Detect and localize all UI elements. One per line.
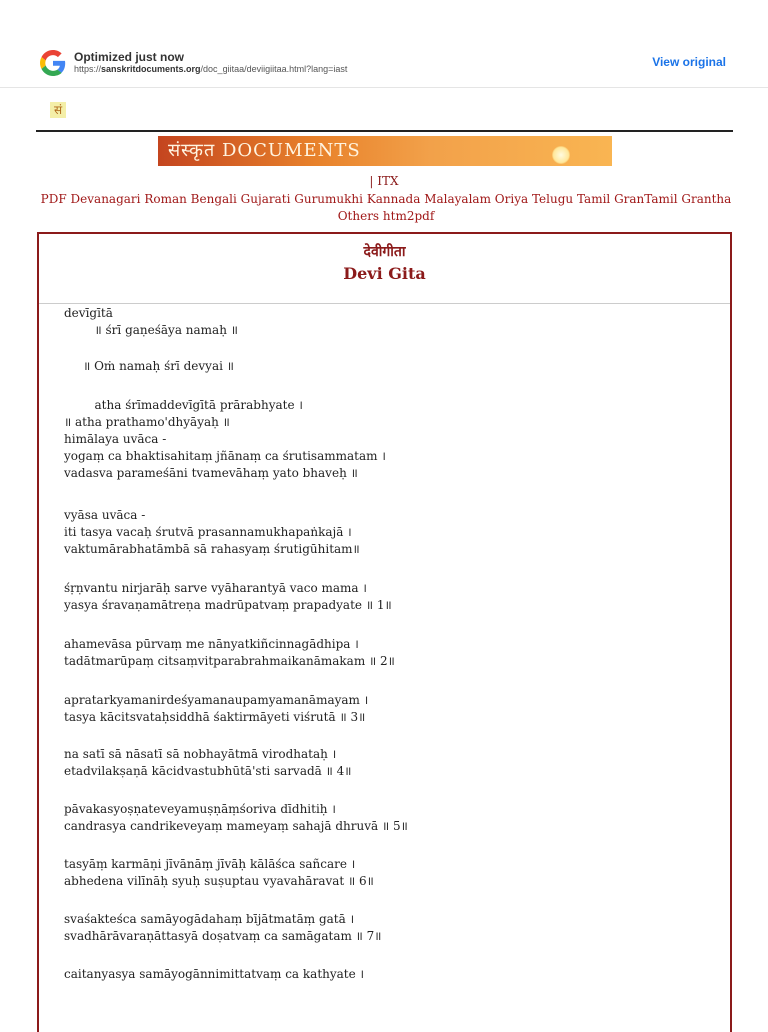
format-link-gurumukhi[interactable]: Gurumukhi	[294, 192, 363, 206]
format-link-telugu[interactable]: Telugu	[531, 192, 574, 206]
verse-block: caitanyasya samāyogānnimittatvaṃ ca kathyate ।	[64, 967, 365, 981]
format-link-oriya[interactable]: Oriya	[494, 192, 529, 206]
itx-link[interactable]: | ITX	[369, 174, 399, 188]
optimized-header-bar	[0, 0, 768, 88]
banner-text: संस्कृत DOCUMENTS	[168, 140, 361, 161]
verse-block: atha śrīmaddevīgītā prārabhyate । ॥ atha prathamo'dhyāyaḥ ॥ himālaya uvāca - yogaṃ ca bhaktisahitaṃ jñānaṃ ca śrutisammatam । vadasva parameśāni tvamevāhaṃ yato bhaveḥ ॥	[64, 398, 386, 480]
verse-block: svaśakteśca samāyogādahaṃ bījātmatāṃ gatā । svadhārāvaraṇāttasyā doṣatvaṃ ca samāgatam ॥ 7॥	[64, 912, 382, 943]
verse-block: devīgītā ॥ śrī gaṇeśāya namaḥ ॥	[64, 306, 238, 337]
google-g-icon	[40, 50, 66, 76]
header-divider	[36, 130, 733, 132]
format-links	[36, 191, 736, 225]
verse-block: ahamevāsa pūrvaṃ me nānyatkiñcinnagādhipa । tadātmarūpaṃ citsaṃvitparabrahmaikanāmakam ॥ 2॥	[64, 637, 395, 668]
verse-block: vyāsa uvāca - iti tasya vacaḥ śrutvā prasannamukhapaṅkajā । vaktumārabhatāmbā sā rahasyaṃ śrutigūhitam॥	[64, 508, 360, 556]
verse-block: śṛṇvantu nirjarāḥ sarve vyāharantyā vaco mama । yasya śravaṇamātreṇa madrūpatvaṃ prapadyate ॥ 1॥	[64, 581, 392, 612]
view-original-link[interactable]: View original	[652, 55, 726, 69]
verse-block: na satī sā nāsatī sā nobhayātmā virodhataḥ । etadvilakṣaṇā kācidvastubhūtā'sti sarvadā ॥ 4॥	[64, 747, 352, 778]
format-link-grantha[interactable]: Grantha	[681, 192, 732, 206]
format-link-grantamil[interactable]: GranTamil	[614, 192, 678, 206]
format-link-others[interactable]: Others	[337, 209, 380, 223]
format-link-devanagari[interactable]: Devanagari	[70, 192, 141, 206]
format-link-bengali[interactable]: Bengali	[190, 192, 237, 206]
page-url: https://sanskritdocuments.org/doc_giitaa/deviigiitaa.html?lang=iast	[74, 64, 348, 74]
format-link-gujarati[interactable]: Gujarati	[240, 192, 291, 206]
page-title: Devi Gita	[343, 264, 426, 283]
format-link-pdf[interactable]: PDF	[40, 192, 67, 206]
optimized-status: Optimized just now	[74, 50, 184, 64]
format-link-kannada[interactable]: Kannada	[366, 192, 421, 206]
verse-block: tasyāṃ karmāṇi jīvānāṃ jīvāḥ kālāśca sañcare । abhedena vilīnāḥ syuḥ suṣuptau vyavahāravat ॥ 6॥	[64, 857, 374, 888]
site-logo-icon[interactable]: सं	[50, 102, 66, 118]
sanskrit-documents-banner[interactable]	[158, 136, 612, 166]
format-link-tamil[interactable]: Tamil	[576, 192, 611, 206]
sun-icon	[552, 146, 570, 164]
verse-block: pāvakasyoṣṇateveyamuṣṇāṃśoriva dīdhitiḥ । candrasya candrikeveyaṃ mameyaṃ sahajā dhruvā ॥ 5॥	[64, 802, 408, 833]
document-header	[39, 234, 730, 304]
verse-block: apratarkyamanirdeśyamanaupamyamanāmayam । tasya kācitsvataḥsiddhā śaktirmāyeti viśrutā ॥ 3॥	[64, 693, 369, 724]
format-link-malayalam[interactable]: Malayalam	[424, 192, 491, 206]
title-devanagari: देवीगीता	[363, 244, 406, 260]
verse-block: ॥ Oṁ namaḥ śrī devyai ॥	[64, 359, 234, 373]
format-link-roman[interactable]: Roman	[144, 192, 187, 206]
format-link-htm2pdf[interactable]: htm2pdf	[382, 209, 435, 223]
